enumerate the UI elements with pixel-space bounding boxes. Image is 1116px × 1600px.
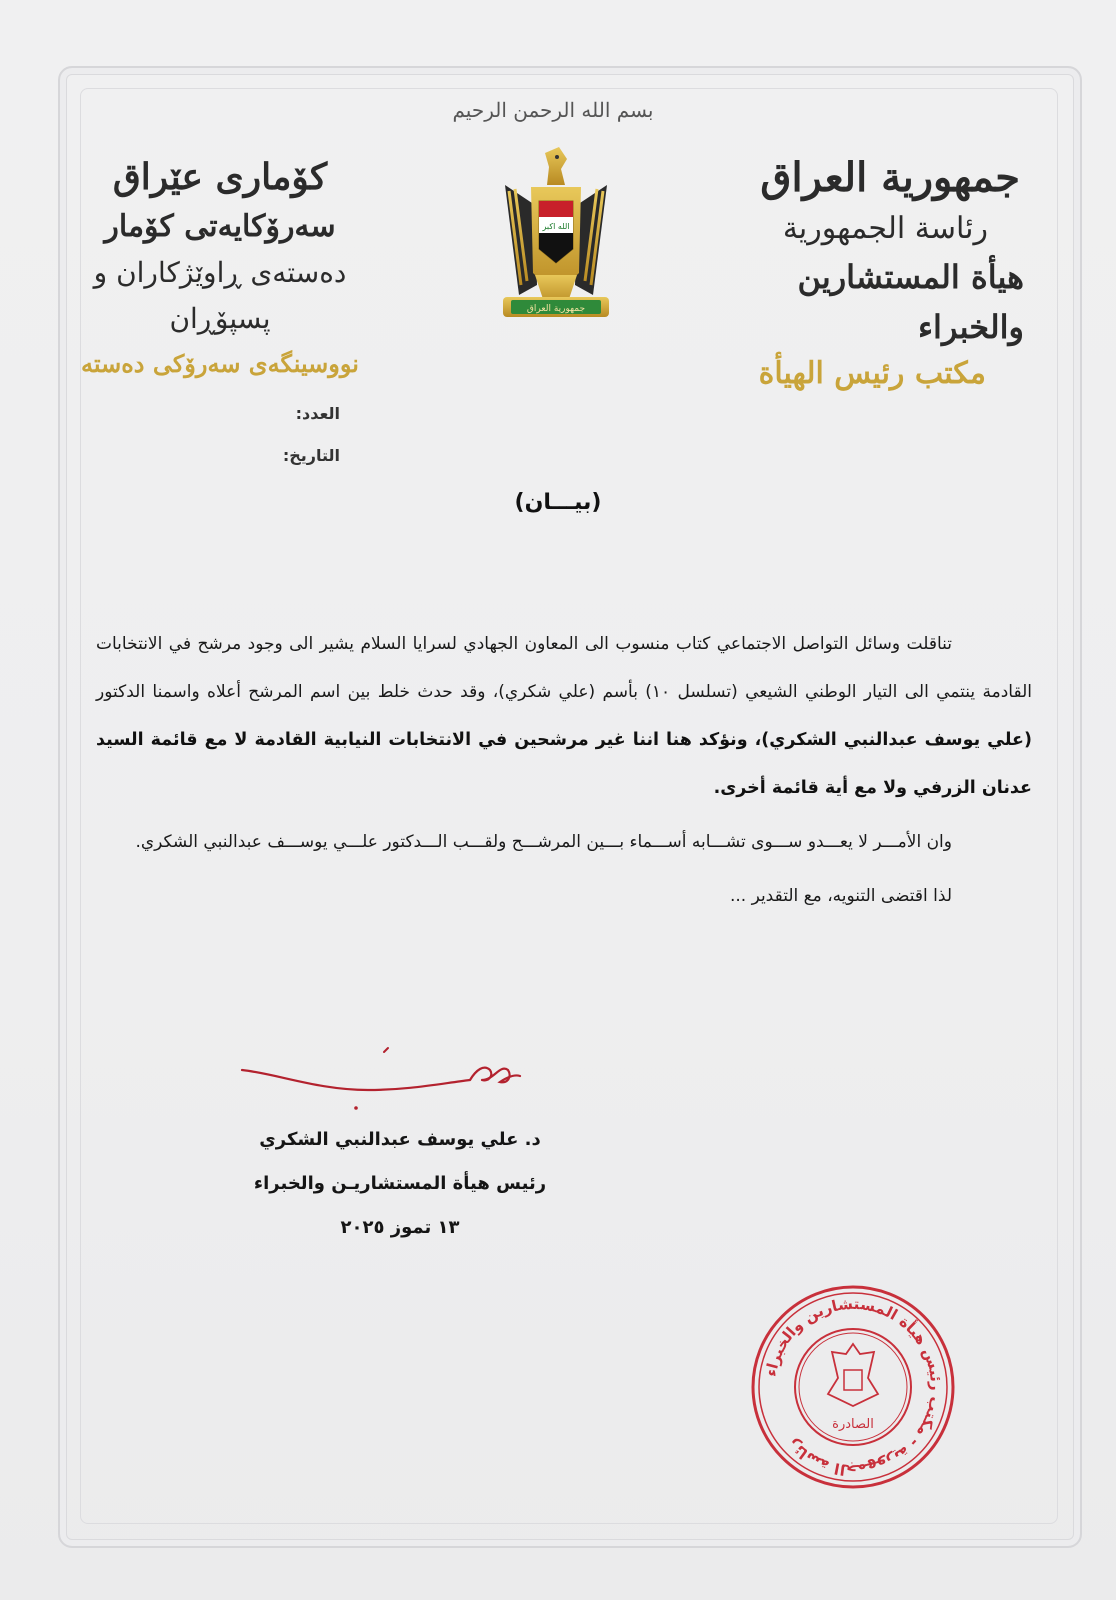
svg-text:رئاسة الجمهورية - مكتب رئيس هي — [762, 1295, 945, 1479]
handwritten-signature — [238, 1040, 528, 1110]
official-stamp — [748, 1282, 958, 1492]
header-republic: جمهورية العراق — [760, 154, 1020, 201]
header-commission: هيأة المستشارين والخبراء — [797, 258, 1024, 346]
paragraph-3: لذا اقتضى التنويه، مع التقدير ... — [729, 886, 952, 906]
signatory-date: ١٣ تموز ٢٠٢٥ — [340, 1217, 460, 1238]
signatory-block — [240, 1118, 560, 1250]
svg-text:الله اكبر: الله اكبر — [542, 222, 570, 231]
header-kurdish-office: نووسینگەی سەرۆکی دەستە — [81, 349, 359, 378]
paragraph-1-bold: (علي يوسف عبدالنبي الشكري)، ونؤكد هنا اننا غير مرشحين في الانتخابات النيابية القادمة لا مع قائمة السيد عدنان الزرفي ولا مع أية قائمة أخرى. — [96, 730, 1032, 798]
header-kurdish-republic: كۆماری عێراق — [112, 156, 328, 198]
statement-title: (بيـــان) — [514, 490, 602, 515]
iraq-eagle-emblem-icon — [495, 145, 617, 323]
paragraph-1 — [96, 620, 1032, 812]
reference-fields — [210, 400, 340, 484]
emblem-banner-label: جمهورية العراق — [526, 304, 586, 314]
paragraph-2: وان الأمـــر لا يعـــدو ســـوى تشـــابه أســـماء بـــين المرشـــح ولقـــب الـــدكتور علـــي يوســـف عبدالنبي الشكري. — [135, 832, 952, 852]
paragraph-1-text: تناقلت وسائل التواصل الاجتماعي كتاب منسوب الى المعاون الجهادي لسرايا السلام يشير الى وجود مرشح في الانتخابات القادمة ينتمي الى التيار الوطني الشيعي (تسلسل ١٠) بأسم (علي شكري)، وقد حدث خلط بين اسم المرشح أعلاه واسمنا الدكتور — [96, 634, 1032, 702]
date-label: التاريخ: — [282, 446, 340, 465]
basmala: بسم الله الرحمن الرحيم — [452, 98, 654, 122]
header-kurdish-block — [80, 150, 360, 386]
header-kurdish-commission: دەستەی ڕاوێژکاران و پسپۆڕان — [93, 256, 347, 335]
stamp-ring-text: رئاسة الجمهورية - مكتب رئيس هيأة المستشارين والخبراء — [761, 1294, 946, 1480]
number-label: العدد: — [295, 404, 340, 423]
header-office: مكتب رئيس الهيأة — [758, 356, 986, 391]
stamp-center-text: الصادرة — [832, 1417, 874, 1432]
signatory-name: د. علي يوسف عبدالنبي الشكري — [259, 1129, 541, 1150]
header-presidency: رئاسة الجمهورية — [782, 211, 988, 246]
header-arabic-block — [700, 150, 1030, 396]
header-kurdish-presidency: سەرۆکایەتی کۆمار — [104, 209, 336, 244]
statement-body — [96, 620, 1032, 920]
signatory-position: رئيس هيأة المستشاريـن والخبراء — [253, 1173, 547, 1194]
